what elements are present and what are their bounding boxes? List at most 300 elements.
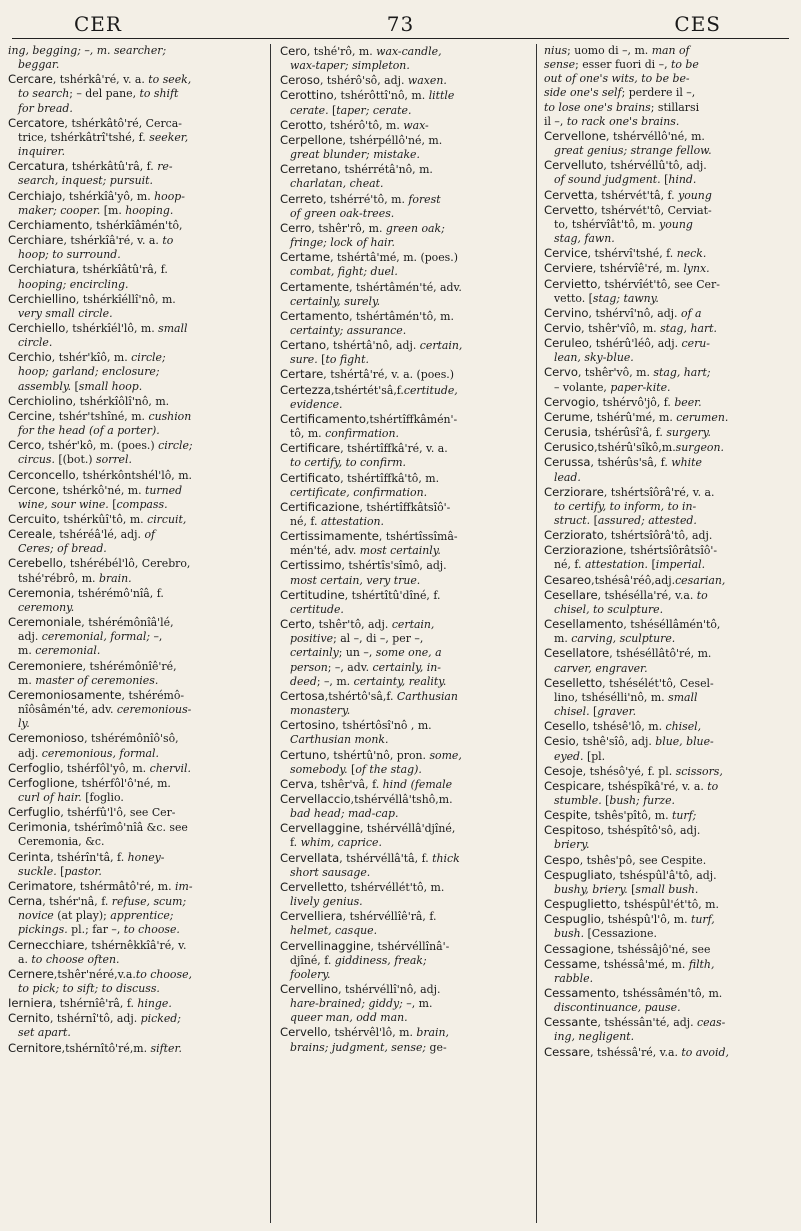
translation: to lose one's brains bbox=[544, 100, 651, 114]
headword: Cervellata bbox=[280, 850, 340, 865]
pronunciation: , tshésélét'tô, Cesel- bbox=[602, 676, 714, 690]
pronunciation: , tshértsîôrâ'tô, adj. bbox=[603, 529, 713, 543]
entry-line bbox=[8, 601, 256, 615]
entry-line bbox=[280, 895, 528, 909]
column-divider bbox=[270, 44, 271, 1223]
pronunciation: –, bbox=[150, 630, 163, 644]
entry-line bbox=[8, 453, 256, 467]
translation: of the stag). bbox=[355, 762, 422, 776]
entry-line bbox=[280, 924, 528, 938]
entry-line bbox=[280, 661, 528, 675]
entry-line bbox=[8, 850, 256, 865]
translation: forest bbox=[408, 192, 441, 206]
pronunciation: , tshérîn'tâ, f. bbox=[50, 850, 128, 864]
headword: Cerchiamento bbox=[8, 217, 90, 232]
pronunciation: [Cessazione. bbox=[584, 927, 657, 941]
translation: hind. bbox=[668, 173, 697, 187]
pronunciation: , tshéssâ'mé, m. bbox=[596, 957, 689, 971]
translation: monastery. bbox=[290, 704, 351, 718]
headword: Ceroso bbox=[280, 73, 320, 88]
pronunciation: , tshértâmén'té, adv. bbox=[349, 280, 462, 294]
translation: ceas- bbox=[697, 1016, 726, 1030]
entry-line bbox=[544, 101, 792, 115]
headword: Cesareo bbox=[544, 572, 592, 587]
entry-line bbox=[544, 528, 792, 543]
headword: Cerconcello bbox=[8, 467, 76, 482]
entry-line bbox=[8, 102, 256, 116]
translation: apprentice; bbox=[110, 909, 174, 923]
entry-line bbox=[544, 218, 792, 232]
translation: carving, sculpture. bbox=[571, 632, 676, 646]
translation: to certify, to inform, to in- bbox=[554, 499, 697, 513]
entry-line bbox=[280, 603, 528, 617]
entry-line bbox=[280, 1041, 528, 1055]
entry-line bbox=[544, 86, 792, 100]
translation: wax-candle, bbox=[376, 45, 442, 58]
entry-line bbox=[544, 58, 792, 72]
pronunciation: , tshértôsî'nô , m. bbox=[335, 719, 432, 733]
pronunciation: , tshér'tshîné, m. bbox=[51, 409, 149, 423]
entry-line bbox=[280, 880, 528, 895]
pronunciation: , tshérvîê'ré, m. bbox=[592, 262, 684, 276]
translation: refuse, scum; bbox=[111, 895, 187, 909]
entry-line bbox=[544, 972, 792, 986]
headword: Certano bbox=[280, 338, 327, 353]
entry-line bbox=[544, 588, 792, 603]
translation: paper-kite. bbox=[610, 380, 671, 394]
pronunciation: ge- bbox=[426, 1040, 447, 1054]
header-rule bbox=[12, 38, 789, 39]
entry-line bbox=[8, 159, 256, 174]
pronunciation: [ bbox=[660, 173, 669, 187]
headword: Certosa bbox=[280, 688, 325, 703]
entry-line bbox=[8, 512, 256, 527]
pronunciation: , tshérémônîê'ré, bbox=[82, 659, 177, 673]
translation: ceremonial, formal; bbox=[41, 630, 151, 644]
entry-line bbox=[544, 558, 792, 572]
pronunciation: , tshérémô'nîâ, f. bbox=[70, 586, 164, 600]
entry-line bbox=[544, 573, 792, 588]
translation: green oak; bbox=[385, 221, 445, 235]
entry-line bbox=[544, 912, 792, 927]
translation: briery. bbox=[554, 838, 590, 852]
translation: assembly. bbox=[18, 379, 72, 393]
entry-line bbox=[280, 588, 528, 603]
entry-line bbox=[544, 144, 792, 158]
entry-line bbox=[280, 221, 528, 236]
pronunciation: , tshérû'mé, m. bbox=[589, 410, 677, 424]
entry-line bbox=[8, 615, 256, 630]
entry-line bbox=[544, 395, 792, 410]
pronunciation: ; – del pane, bbox=[69, 87, 140, 101]
pronunciation: , tshértîtû'dîné, f. bbox=[344, 588, 441, 602]
translation: lively genius. bbox=[290, 895, 363, 909]
translation: lynx. bbox=[683, 262, 710, 276]
headword: Cervice bbox=[544, 246, 588, 261]
entry-line bbox=[544, 514, 792, 528]
pronunciation: , tshérémônîâ'lé, bbox=[81, 616, 174, 630]
entry-line bbox=[280, 675, 528, 689]
pronunciation: vetto. bbox=[554, 291, 586, 305]
pronunciation: , tshérkâ'ré, v. a. bbox=[52, 73, 149, 87]
headword: Certamento bbox=[280, 308, 350, 323]
right-guide-word: CES bbox=[674, 12, 721, 36]
entry-line bbox=[8, 218, 256, 233]
translation: white bbox=[671, 456, 702, 470]
entry-line bbox=[8, 204, 256, 218]
translation: assured; attested. bbox=[597, 514, 697, 527]
page-header bbox=[0, 12, 801, 36]
translation: taper; cerate. bbox=[336, 103, 412, 117]
headword: Cerchiello bbox=[8, 320, 66, 335]
headword: Cerimatore bbox=[8, 878, 73, 893]
pronunciation: , tshértâ'ré, v. a. (poes.) bbox=[323, 368, 455, 382]
entry-line bbox=[8, 703, 256, 717]
translation: great blunder; mistake. bbox=[290, 148, 420, 162]
pronunciation: , tshértû'nô, pron. bbox=[326, 748, 430, 762]
translation: compass. bbox=[116, 497, 168, 511]
translation: bushy, briery. bbox=[554, 882, 628, 896]
translation: attestation. bbox=[320, 515, 384, 528]
pronunciation: adj. bbox=[18, 746, 42, 760]
entry-line bbox=[8, 233, 256, 248]
entry-line bbox=[544, 705, 792, 719]
translation: to choose often. bbox=[31, 952, 120, 966]
translation: of green oak-trees. bbox=[290, 206, 395, 220]
pronunciation: , tshérrétâ'nô, m. bbox=[337, 163, 433, 177]
translation: surgeon. bbox=[675, 441, 724, 455]
entry-line bbox=[544, 942, 792, 957]
pronunciation: , tshérkîâtû'râ, f. bbox=[75, 263, 168, 277]
translation: to fight. bbox=[325, 353, 369, 367]
headword: Cervellino bbox=[280, 982, 339, 996]
translation: set apart. bbox=[18, 1026, 71, 1040]
headword: Cessame bbox=[544, 956, 597, 971]
entry-line bbox=[8, 761, 256, 776]
headword: Cernere bbox=[8, 966, 54, 981]
pronunciation: , tshérmâtô'ré, m. bbox=[72, 879, 176, 893]
pronunciation: , tshérkô'né, m. bbox=[55, 483, 146, 497]
pronunciation: [foglio. bbox=[81, 790, 124, 804]
entry-line bbox=[280, 207, 528, 221]
pronunciation: to, tshérvîât'tô, m. bbox=[554, 217, 660, 231]
entry-line bbox=[544, 691, 792, 705]
pronunciation: , tshérvét'tâ, f. bbox=[594, 188, 679, 202]
entry-line bbox=[8, 468, 256, 483]
headword: Cerume bbox=[544, 409, 590, 424]
entry-line bbox=[8, 731, 256, 746]
entry-line bbox=[544, 897, 792, 912]
entry-line bbox=[8, 894, 256, 909]
entry-line bbox=[8, 438, 256, 453]
translation: sorrel. bbox=[96, 453, 132, 467]
translation: certitude, bbox=[403, 383, 458, 397]
translation: thick bbox=[432, 851, 460, 865]
pronunciation: djîné, f. bbox=[290, 953, 335, 967]
pronunciation: né, f. bbox=[290, 515, 321, 528]
entry-line bbox=[280, 441, 528, 456]
pronunciation: , tshérûs'sâ, f. bbox=[590, 456, 672, 470]
entry-line bbox=[280, 792, 528, 807]
entry-line bbox=[8, 1041, 256, 1056]
entry-line bbox=[544, 292, 792, 306]
entry-line bbox=[280, 353, 528, 367]
translation: certain, bbox=[419, 339, 463, 353]
entry-line bbox=[8, 336, 256, 350]
pronunciation: , tshérkîéllî'nô, m. bbox=[75, 292, 176, 306]
pronunciation: ; uomo di –, m. bbox=[567, 44, 652, 57]
headword: Cessagione bbox=[544, 941, 611, 956]
headword: Cespuglietto bbox=[544, 897, 618, 912]
translation: certainly bbox=[290, 646, 339, 660]
translation: hind (female bbox=[382, 777, 453, 791]
pronunciation: f. bbox=[290, 836, 301, 850]
entry-line bbox=[544, 603, 792, 617]
translation: cushion bbox=[148, 409, 192, 423]
entry-line bbox=[8, 982, 256, 996]
pronunciation: Ceremonia, &c. bbox=[18, 835, 105, 849]
pronunciation: , tshérôttî'nô, m. bbox=[333, 89, 429, 103]
entry-line bbox=[8, 717, 256, 731]
pronunciation: ; un –, bbox=[338, 646, 376, 660]
translation: hare-brained; giddy; bbox=[290, 997, 403, 1011]
pronunciation: , tshérébél'lô, Cerebro, bbox=[62, 557, 191, 571]
translation: stag; tawny. bbox=[592, 291, 659, 305]
headword: Cervio bbox=[544, 320, 582, 335]
headword: Cervellaccio bbox=[280, 791, 351, 806]
entry-line bbox=[8, 659, 256, 674]
pronunciation: [ bbox=[347, 762, 356, 776]
translation: to search bbox=[18, 87, 70, 101]
entry-line bbox=[8, 1026, 256, 1040]
headword: Ceselletto bbox=[544, 675, 603, 690]
entry-line bbox=[8, 542, 256, 556]
entry-line bbox=[544, 203, 792, 218]
entry-line bbox=[544, 883, 792, 897]
translation: deed bbox=[290, 674, 317, 688]
entry-line bbox=[8, 394, 256, 409]
pronunciation: , tshérvéllû'tô, adj. bbox=[603, 159, 707, 173]
dictionary-column-1 bbox=[8, 44, 256, 1056]
entry-line bbox=[280, 515, 528, 529]
translation: stumble. bbox=[554, 793, 602, 807]
entry-line bbox=[8, 820, 256, 835]
translation: beer. bbox=[674, 395, 702, 409]
pronunciation: , tshérnîê'râ, f. bbox=[52, 997, 138, 1011]
pronunciation: – volante, bbox=[554, 380, 611, 394]
entry-line bbox=[544, 306, 792, 321]
headword: Cerco bbox=[8, 438, 42, 453]
translation: ceremonial. bbox=[35, 644, 101, 658]
translation: side one's self bbox=[544, 86, 622, 100]
pronunciation: ,tshértô'sâ,f. bbox=[324, 689, 397, 703]
entry-line bbox=[544, 188, 792, 203]
pronunciation: , tshéssâjô'né, see bbox=[610, 942, 711, 956]
headword: Cerussa bbox=[544, 455, 591, 470]
translation: stag, fawn. bbox=[554, 232, 615, 246]
pronunciation: m. bbox=[18, 673, 36, 687]
pronunciation: , tshértîs'sîmô, adj. bbox=[341, 559, 447, 573]
pronunciation: , tshérvéllî'nô, adj. bbox=[338, 983, 441, 996]
translation: maker; cooper. bbox=[18, 203, 101, 217]
pronunciation: tshé'rébrô, m. bbox=[18, 571, 99, 585]
headword: Cerva bbox=[280, 776, 314, 791]
translation: scissors, bbox=[675, 764, 723, 778]
pronunciation: , tshértsîôrâtsîô'- bbox=[623, 544, 718, 558]
headword: Cervelletto bbox=[280, 879, 344, 894]
translation: chisel, bbox=[665, 720, 702, 734]
entry-line bbox=[280, 162, 528, 177]
headword: Cespuglio bbox=[544, 912, 601, 927]
entry-line bbox=[280, 777, 528, 792]
translation: person bbox=[290, 660, 328, 674]
entry-line bbox=[8, 644, 256, 658]
pronunciation: ,tshésâ'réô,adj. bbox=[591, 573, 676, 587]
entry-line bbox=[280, 192, 528, 207]
entry-line bbox=[8, 865, 256, 879]
entry-line bbox=[8, 292, 256, 307]
headword: Certamente bbox=[280, 279, 350, 294]
headword: Cervelliera bbox=[280, 909, 343, 924]
pronunciation: , tshértâ'mé, m. (poes.) bbox=[330, 251, 458, 265]
pronunciation: , tshértâ'nô, adj. bbox=[326, 339, 420, 353]
headword: Cerziorazione bbox=[544, 543, 624, 558]
entry-line bbox=[8, 262, 256, 277]
pronunciation: ; perdere il –, bbox=[621, 86, 696, 100]
headword: Cerfoglione bbox=[8, 775, 75, 790]
translation: wax- bbox=[403, 118, 429, 132]
entry-line bbox=[8, 923, 256, 937]
translation: turf; bbox=[672, 809, 697, 823]
headword: Cerro bbox=[280, 220, 312, 235]
entry-line bbox=[280, 73, 528, 88]
headword: Cerziorare bbox=[544, 484, 604, 499]
entry-line bbox=[280, 529, 528, 544]
translation: to choose, bbox=[135, 967, 192, 981]
headword: Cerretano bbox=[280, 162, 338, 177]
translation: sifter. bbox=[150, 1041, 182, 1055]
translation: stag, hart; bbox=[653, 366, 711, 380]
headword: Cervellinaggine bbox=[280, 938, 371, 953]
entry-line bbox=[8, 189, 256, 204]
headword: Cervetta bbox=[544, 187, 595, 202]
pronunciation: , tshérfû'l'ô, see Cer- bbox=[60, 806, 176, 820]
pronunciation: [ bbox=[56, 864, 65, 878]
entry-line bbox=[544, 957, 792, 972]
pronunciation: [ bbox=[71, 379, 79, 393]
pronunciation: , tshêr'vîô, m. bbox=[581, 321, 661, 335]
entry-line bbox=[8, 879, 256, 894]
headword: Cernitore bbox=[8, 1040, 62, 1055]
headword: Certificare bbox=[280, 441, 341, 456]
entry-line bbox=[8, 1011, 256, 1026]
entry-line bbox=[280, 148, 528, 162]
entry-line bbox=[8, 483, 256, 498]
entry-line bbox=[8, 630, 256, 644]
translation: surgery. bbox=[666, 426, 711, 440]
headword: Cesello bbox=[544, 719, 586, 734]
pronunciation: ,tshêr'néré,v.a. bbox=[53, 967, 136, 981]
pronunciation: , tshérvô'jô, f. bbox=[595, 395, 675, 409]
translation: giddiness, freak; bbox=[334, 953, 427, 967]
pronunciation: ,tshértét'sâ,f. bbox=[330, 383, 404, 397]
headword: Cesellamento bbox=[544, 617, 624, 632]
headword: Cerviere bbox=[544, 261, 593, 276]
headword: Cesellatore bbox=[544, 646, 610, 661]
entry-line bbox=[280, 689, 528, 704]
entry-line bbox=[280, 748, 528, 763]
entry-line bbox=[8, 365, 256, 379]
headword: Cerna bbox=[8, 894, 43, 909]
pronunciation: ; –, m. bbox=[316, 674, 354, 688]
entry-line bbox=[8, 527, 256, 542]
headword: Cervello bbox=[280, 1025, 328, 1040]
entry-line bbox=[280, 733, 528, 747]
translation: for the head (of a porter). bbox=[18, 424, 160, 438]
headword: Cesellare bbox=[544, 587, 598, 602]
translation: foolery. bbox=[290, 967, 331, 981]
pronunciation: , tshér'kîô, m. bbox=[51, 351, 132, 365]
entry-line bbox=[544, 365, 792, 380]
translation: certainty; assurance. bbox=[290, 323, 407, 337]
headword: Cervellone bbox=[544, 128, 607, 143]
entry-line bbox=[544, 662, 792, 676]
translation: charlatan, cheat. bbox=[290, 177, 384, 191]
translation: evidence. bbox=[290, 397, 343, 411]
headword: Cernecchiare bbox=[8, 937, 85, 952]
entry-line bbox=[280, 632, 528, 646]
entry-line bbox=[544, 543, 792, 558]
translation: eyed. bbox=[554, 749, 584, 763]
pronunciation: m. bbox=[18, 644, 36, 658]
translation: hooping. bbox=[125, 203, 174, 217]
headword: Cervietto bbox=[544, 276, 598, 291]
pronunciation: mén'té, adv. bbox=[290, 544, 360, 558]
pronunciation: , tshérfôl'yô, m. bbox=[60, 761, 150, 775]
pronunciation: , tshérîmô'nîâ &c. see bbox=[67, 821, 188, 835]
entry-line bbox=[8, 967, 256, 982]
translation: stag, hart. bbox=[660, 321, 717, 335]
translation: carver, engraver. bbox=[554, 661, 648, 675]
entry-line bbox=[280, 821, 528, 836]
translation: sure. bbox=[290, 353, 318, 367]
pronunciation: , tshérvéllâ'tâ, f. bbox=[339, 851, 433, 865]
pronunciation: [ bbox=[585, 291, 593, 305]
translation: to bbox=[696, 588, 708, 602]
entry-line bbox=[544, 72, 792, 86]
pronunciation: ; stillarsi bbox=[650, 100, 700, 114]
translation: hooping; encircling. bbox=[18, 277, 129, 291]
headword: Cerottino bbox=[280, 88, 334, 103]
translation: Ceres; of bread. bbox=[18, 542, 107, 556]
translation: small bbox=[158, 321, 188, 335]
headword: Ierniera bbox=[8, 996, 53, 1011]
entry-line bbox=[544, 734, 792, 749]
entry-line bbox=[280, 456, 528, 470]
translation: suckle. bbox=[18, 864, 57, 878]
translation: novice bbox=[18, 909, 54, 923]
translation: ly. bbox=[18, 717, 30, 731]
translation: somebody. bbox=[290, 762, 348, 776]
entry-line bbox=[280, 118, 528, 133]
translation: certainty, reality. bbox=[353, 674, 447, 688]
translation: honey- bbox=[127, 850, 165, 864]
translation: lean, sky-blue. bbox=[554, 351, 634, 365]
entry-line bbox=[544, 764, 792, 779]
entry-line bbox=[280, 88, 528, 103]
translation: bad head; mad-cap. bbox=[290, 807, 399, 821]
headword: Cerpellone bbox=[280, 132, 343, 147]
